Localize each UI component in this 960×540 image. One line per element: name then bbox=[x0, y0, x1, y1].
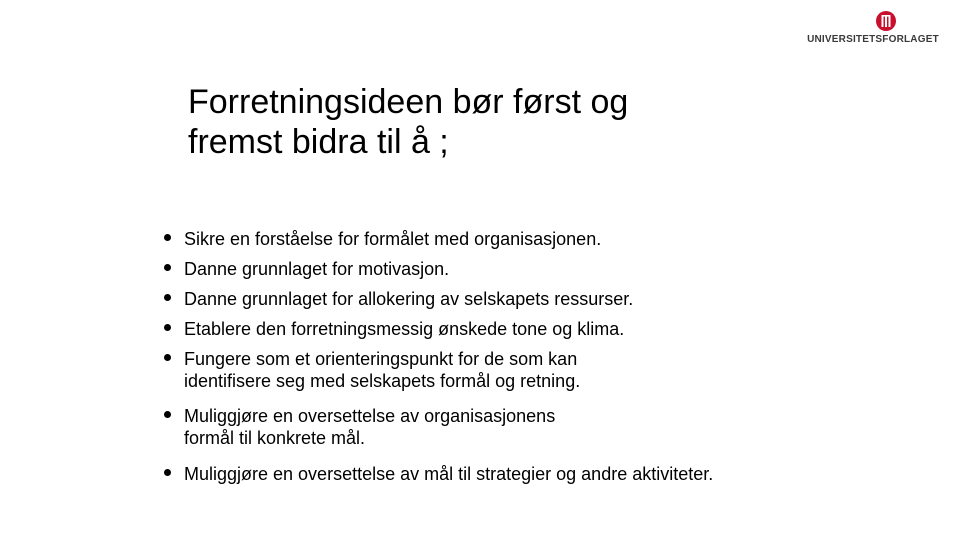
bullet-text bbox=[184, 405, 884, 449]
bullet-line: Muliggjøre en oversettelse av organisasjonens bbox=[184, 406, 556, 426]
bullet-text bbox=[184, 463, 884, 485]
bullet-text bbox=[184, 318, 884, 340]
bullet-dot-icon bbox=[164, 234, 171, 241]
bullet-dot-icon bbox=[164, 411, 171, 418]
bullet-line: Sikre en forståelse for formålet med organisasjonen. bbox=[184, 229, 602, 249]
bullet-line: Etablere den forretningsmessig ønskede tone og klima. bbox=[184, 319, 625, 339]
bullet-line: Fungere som et orienteringspunkt for de som kan bbox=[184, 349, 578, 369]
universitetsforlaget-logo-icon bbox=[875, 10, 897, 32]
bullet-item bbox=[164, 348, 884, 392]
slide-title bbox=[188, 82, 828, 162]
publisher-logo bbox=[798, 10, 948, 46]
bullet-dot-icon bbox=[164, 354, 171, 361]
bullet-item bbox=[164, 228, 884, 250]
bullet-item bbox=[164, 405, 884, 449]
bullet-text bbox=[184, 258, 884, 280]
bullet-item bbox=[164, 318, 884, 340]
bullet-line: formål til konkrete mål. bbox=[184, 428, 366, 448]
logo-wordmark: UNIVERSITETSFORLAGET bbox=[807, 34, 939, 45]
bullet-dot-icon bbox=[164, 324, 171, 331]
bullet-dot-icon bbox=[164, 294, 171, 301]
bullet-list bbox=[164, 228, 884, 485]
bullet-item bbox=[164, 258, 884, 280]
bullet-dot-icon bbox=[164, 469, 171, 476]
bullet-line: Danne grunnlaget for allokering av selskapets ressurser. bbox=[184, 289, 634, 309]
bullet-item bbox=[164, 288, 884, 310]
bullet-text bbox=[184, 228, 884, 250]
bullet-line: Muliggjøre en oversettelse av mål til strategier og andre aktiviteter. bbox=[184, 464, 714, 484]
bullet-line: identifisere seg med selskapets formål og retning. bbox=[184, 371, 581, 391]
title-line-1: Forretningsideen bør først og bbox=[188, 83, 629, 121]
bullet-text bbox=[184, 348, 884, 392]
title-line-2: fremst bidra til å ; bbox=[188, 123, 449, 161]
bullet-line: Danne grunnlaget for motivasjon. bbox=[184, 259, 450, 279]
bullet-dot-icon bbox=[164, 264, 171, 271]
bullet-text bbox=[184, 288, 884, 310]
bullet-item bbox=[164, 463, 884, 485]
